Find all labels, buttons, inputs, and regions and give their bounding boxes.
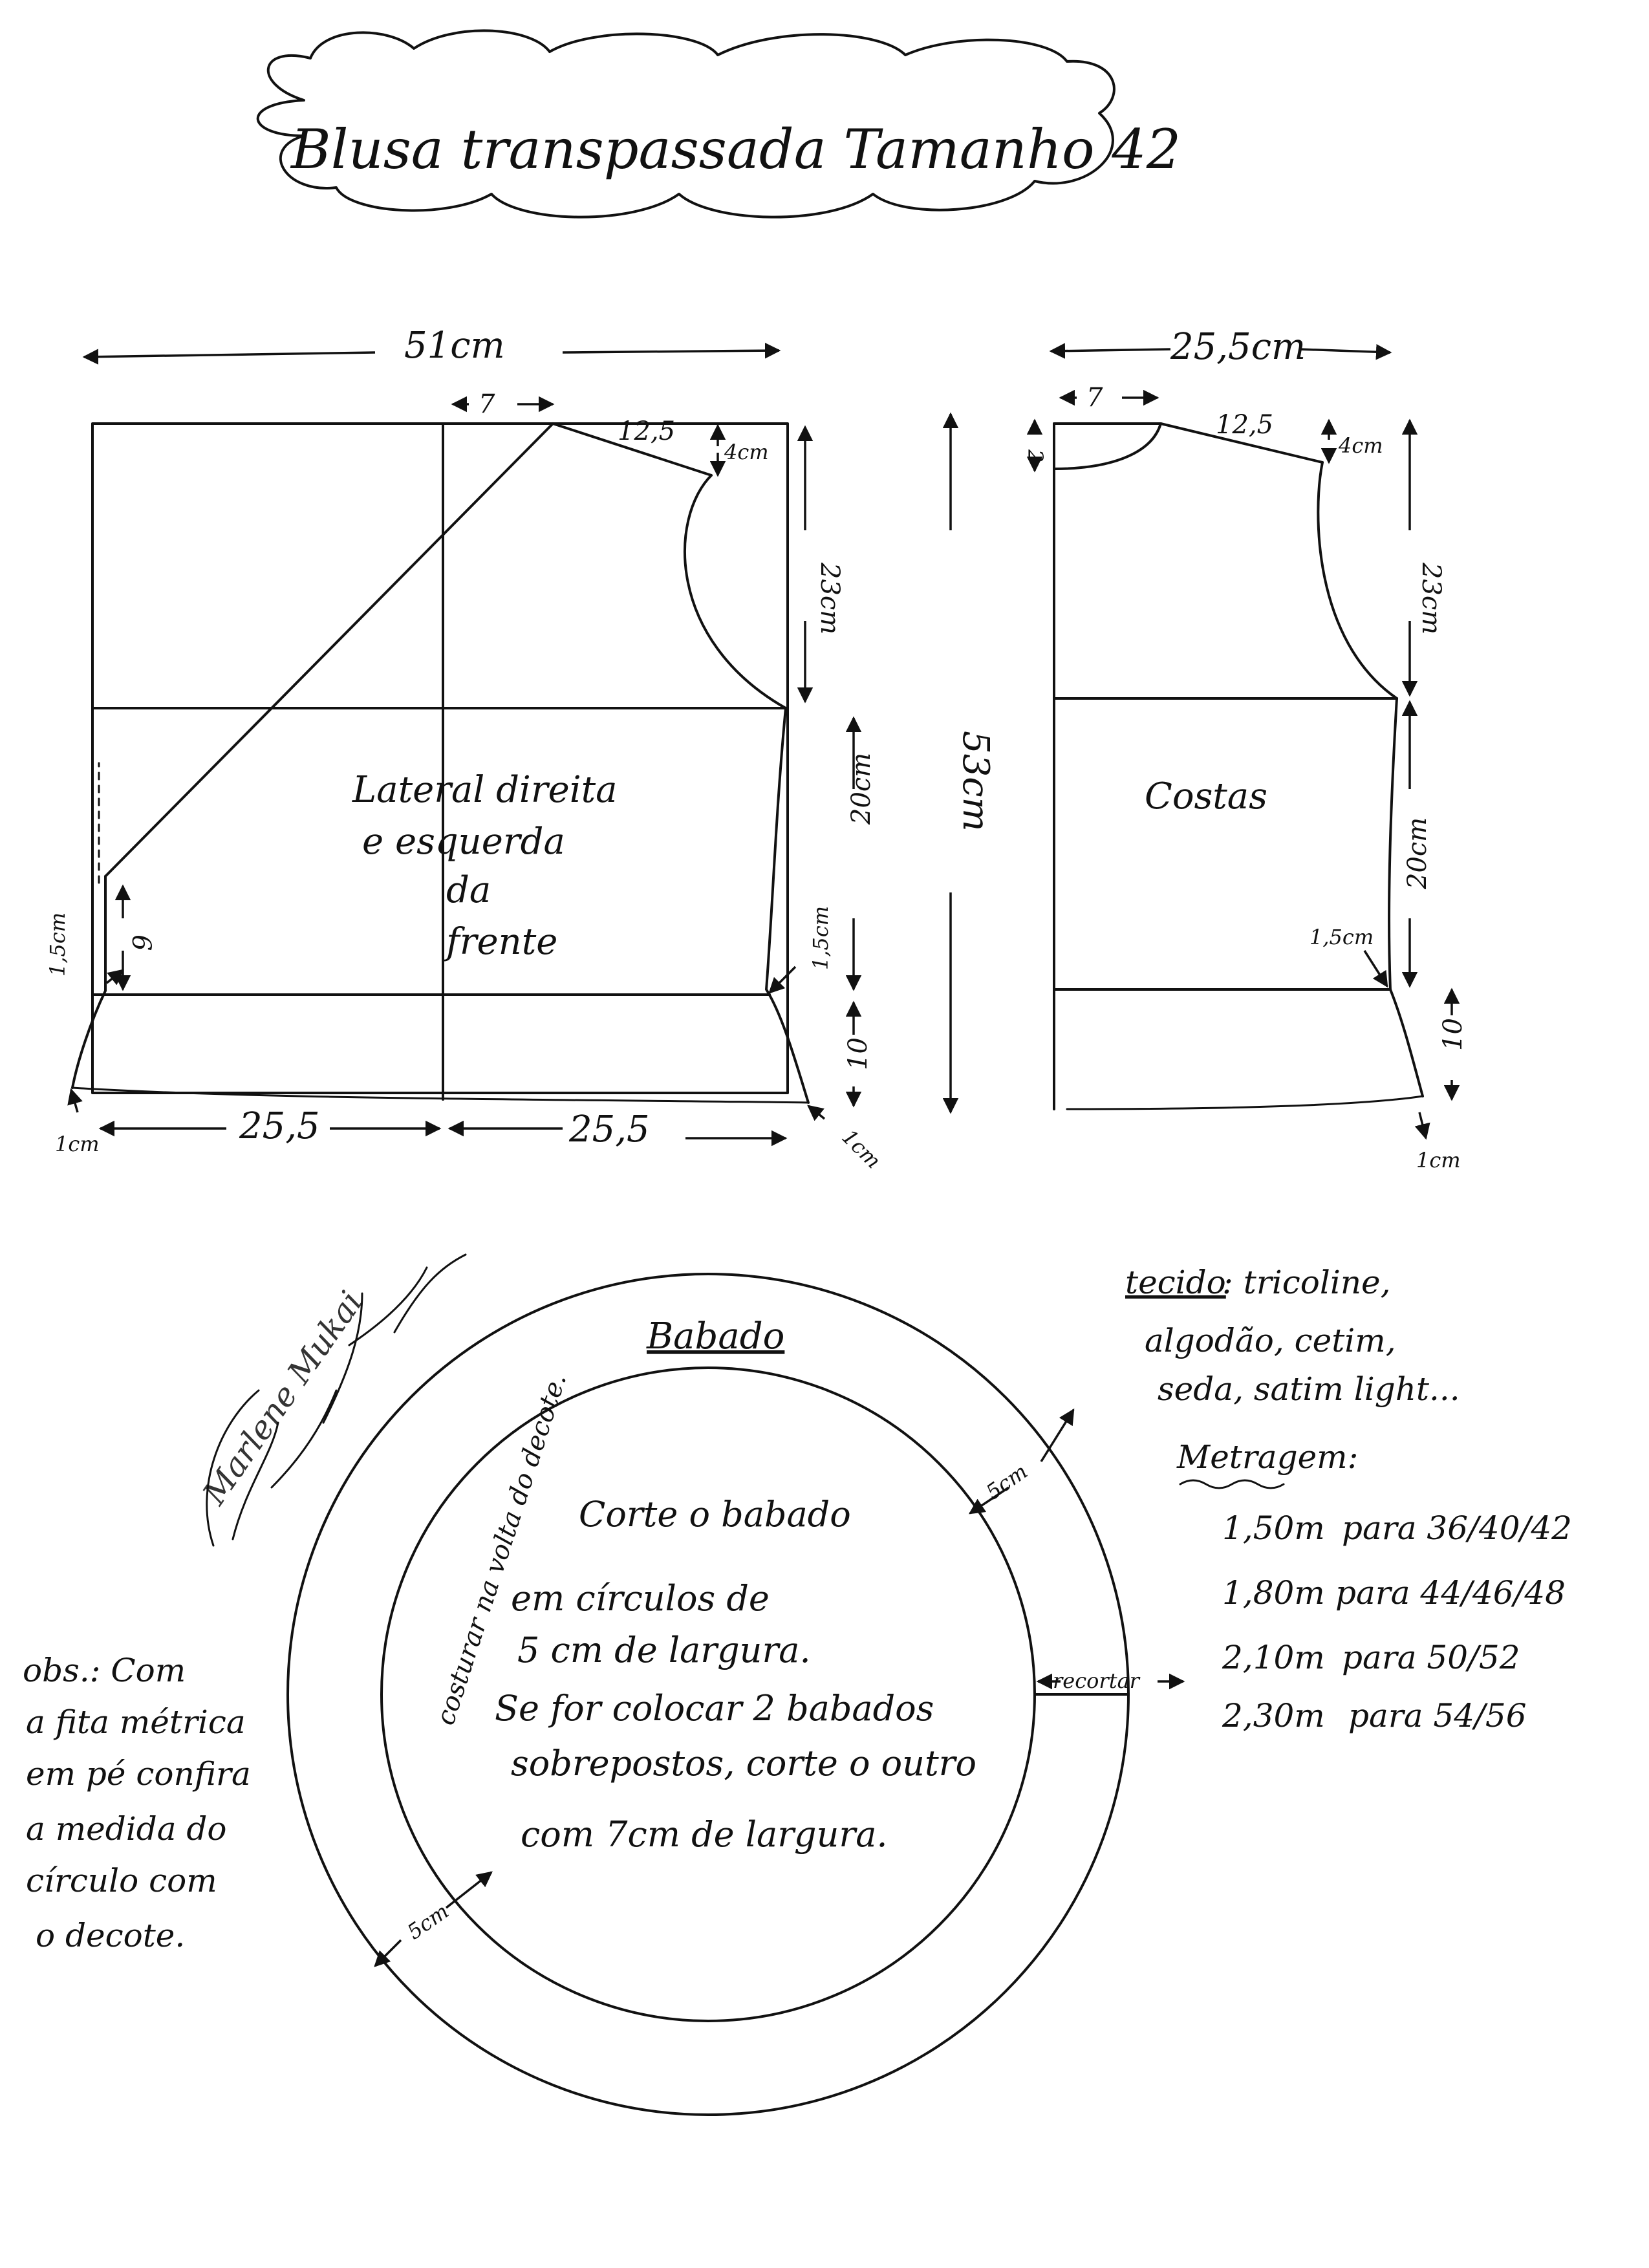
fabric-line-1: : tricoline, [1222, 1264, 1391, 1301]
obs-line-6: o decote. [36, 1917, 186, 1954]
yardage-sizes-4: para 54/56 [1348, 1697, 1527, 1734]
ruffle-body-line-6: com 7cm de largura. [521, 1814, 888, 1855]
front-half-right-label: 25,5 [569, 1108, 650, 1150]
yardage-amount-4: 2,30m [1222, 1697, 1325, 1734]
front-left-inner-label: 6 [126, 934, 156, 951]
yardage-label: Metragem: [1177, 1438, 1359, 1476]
ruffle-body-line-3: 5 cm de largura. [517, 1630, 811, 1670]
front-left-edge-label: 1,5cm [45, 912, 70, 977]
front-neck-label: 7 [479, 389, 495, 419]
yardage-amount-1: 1,50m [1222, 1509, 1325, 1547]
obs-line-5: círculo com [26, 1862, 217, 1899]
back-width-label: 25,5cm [1170, 326, 1306, 368]
back-neck-label: 7 [1086, 383, 1103, 413]
ruffle-width-bottom-label: 5cm [402, 1899, 453, 1945]
ruffle-pattern [288, 1274, 1183, 2115]
yardage-sizes-1: para 36/40/42 [1342, 1509, 1572, 1547]
front-side-label: 20cm [846, 752, 876, 825]
front-half-left-label: 25,5 [239, 1105, 320, 1147]
ruffle-body-line-1: Corte o babado [579, 1494, 851, 1535]
designer-signature [195, 1255, 466, 1546]
front-hem-label: 10 [843, 1037, 873, 1070]
back-armhole-curve [1318, 462, 1397, 698]
front-width-label: 51cm [404, 325, 505, 367]
front-left-edge [72, 876, 105, 1088]
title-cloud [258, 30, 1181, 217]
yardage-amount-2: 1,80m [1222, 1574, 1325, 1612]
back-side-label: 20cm [1403, 817, 1432, 889]
yardage-sizes-2: para 44/46/48 [1335, 1574, 1566, 1612]
front-bottom-right-label: 1cm [837, 1124, 886, 1174]
obs-line-1: obs.: Com [23, 1652, 186, 1689]
front-dimensions [45, 325, 997, 1173]
front-label-line-1: Lateral direita [352, 769, 618, 811]
yardage-sizes-3: para 50/52 [1342, 1639, 1520, 1676]
front-label-line-4: frente [446, 921, 558, 963]
ruffle-width-top-label: 5cm [981, 1459, 1032, 1505]
obs-line-2: a fita métrica [26, 1703, 246, 1741]
yardage-amount-3: 2,10m [1222, 1639, 1325, 1676]
back-piece-label: Costas [1145, 775, 1267, 817]
fabric-note [1125, 1264, 1460, 1408]
back-neck-drop-label: 2 [1023, 449, 1048, 463]
fabric-line-3: seda, satim light... [1158, 1370, 1460, 1408]
front-armhole-label: 23cm [815, 563, 845, 635]
signature-text: Marlene Mukai [195, 1284, 371, 1511]
back-dimensions [1023, 326, 1468, 1172]
back-neck-curve [1054, 424, 1161, 469]
back-armhole-label: 23cm [1416, 563, 1446, 635]
back-shoulder-label: 12,5 [1216, 410, 1274, 440]
ruffle-body-line-4: Se for colocar 2 babados [495, 1688, 934, 1729]
front-bottom-left-label: 1cm [55, 1132, 100, 1156]
front-label-line-2: e esquerda [362, 821, 565, 863]
ruffle-body-line-5: sobrepostos, corte o outro [511, 1743, 976, 1784]
yardage-note [1176, 1438, 1572, 1734]
back-piece [1054, 424, 1423, 1109]
ruffle-body-line-2: em círculos de [511, 1578, 770, 1619]
fabric-label: tecido [1125, 1264, 1226, 1301]
front-label-line-3: da [446, 869, 491, 911]
obs-note [23, 1652, 251, 1954]
ruffle-cut-label: recortar [1053, 1669, 1139, 1693]
back-bottom-label: 1cm [1416, 1148, 1461, 1172]
front-side-ext-label: 1,5cm [808, 905, 833, 970]
back-hem-curve [1067, 1096, 1423, 1109]
front-armhole-curve [685, 475, 786, 708]
page-title: Blusa transpassada Tamanho 42 [291, 118, 1181, 181]
front-hem-curve [72, 1088, 808, 1103]
back-side-seam [1389, 698, 1423, 1096]
front-piece-label [352, 769, 618, 963]
front-length-label: 53cm [954, 731, 997, 832]
back-shoulder-drop-label: 4cm [1339, 433, 1383, 458]
front-piece [72, 424, 808, 1103]
obs-line-3: em pé confira [26, 1755, 251, 1793]
obs-line-4: a medida do [26, 1810, 227, 1848]
back-side-ext-label: 1,5cm [1310, 925, 1374, 949]
ruffle-arc-text: costurar na volta do decote. [430, 1369, 573, 1729]
ruffle-title: Babado [647, 1315, 785, 1357]
front-shoulder-label: 12,5 [618, 416, 676, 446]
front-shoulder-drop-label: 4cm [724, 440, 769, 464]
back-hem-label: 10 [1438, 1018, 1468, 1051]
fabric-line-2: algodão, cetim, [1145, 1322, 1396, 1359]
